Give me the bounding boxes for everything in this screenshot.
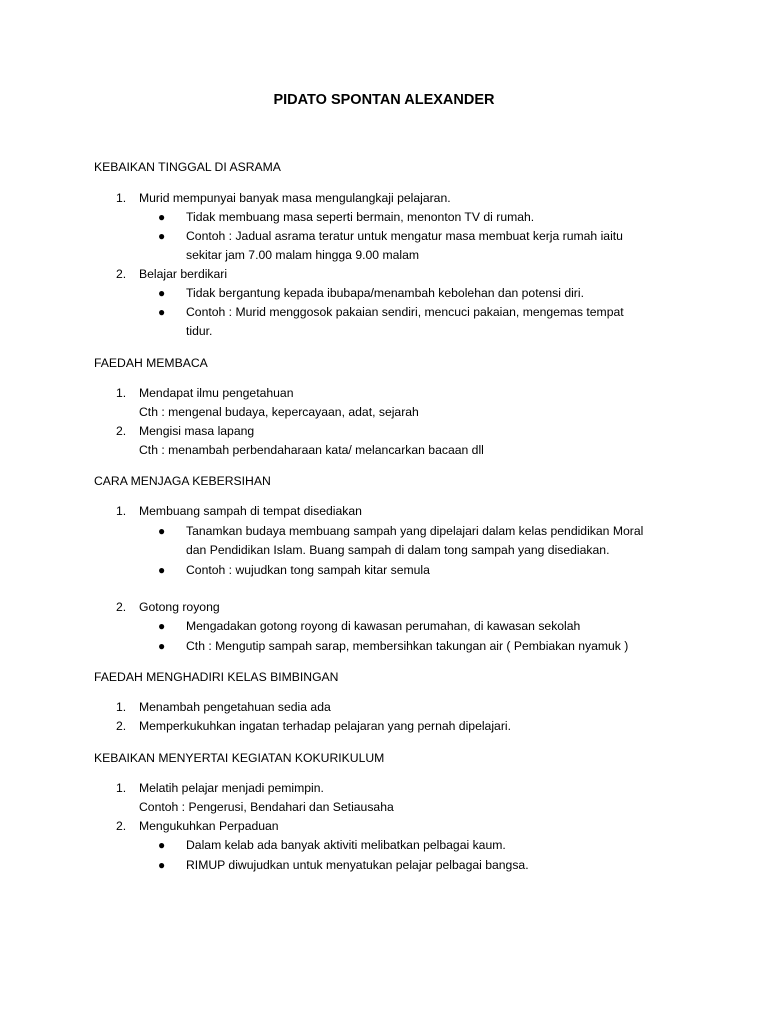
bullet-icon: ● <box>158 305 166 319</box>
list-item-example: Cth : mengenal budaya, kepercayaan, adat, sejarah <box>139 405 419 419</box>
section-heading: FAEDAH MEMBACA <box>94 356 208 370</box>
list-item-text: Membuang sampah di tempat disediakan <box>139 504 362 518</box>
list-item-text: Mengukuhkan Perpaduan <box>139 819 279 833</box>
list-item-text: Gotong royong <box>139 600 220 614</box>
bullet-text: Mengadakan gotong royong di kawasan perumahan, di kawasan sekolah <box>186 619 581 633</box>
bullet-text: Tidak bergantung kepada ibubapa/menambah kebolehan dan potensi diri. <box>186 286 584 300</box>
section-heading: FAEDAH MENGHADIRI KELAS BIMBINGAN <box>94 670 339 684</box>
list-item-example: Cth : menambah perbendaharaan kata/ melancarkan bacaan dll <box>139 443 484 457</box>
list-number: 2. <box>116 719 127 733</box>
bullet-text: Tidak membuang masa seperti bermain, menonton TV di rumah. <box>186 210 535 224</box>
bullet-text: Contoh : wujudkan tong sampah kitar semula <box>186 563 430 577</box>
bullet-icon: ● <box>158 286 166 300</box>
list-item-text: Memperkukuhkan ingatan terhadap pelajaran yang pernah dipelajari. <box>139 719 511 733</box>
section-heading: KEBAIKAN TINGGAL DI ASRAMA <box>94 160 281 174</box>
bullet-icon: ● <box>158 563 166 577</box>
bullet-text: Tanamkan budaya membuang sampah yang dipelajari dalam kelas pendidikan Moral <box>186 524 644 538</box>
list-number: 1. <box>116 781 127 795</box>
bullet-icon: ● <box>158 838 166 852</box>
bullet-icon: ● <box>158 210 166 224</box>
bullet-text: Contoh : Jadual asrama teratur untuk mengatur masa membuat kerja rumah iaitu <box>186 229 623 243</box>
bullet-text: Dalam kelab ada banyak aktiviti melibatkan pelbagai kaum. <box>186 838 506 852</box>
list-item-text: Menambah pengetahuan sedia ada <box>139 700 331 714</box>
list-number: 1. <box>116 191 127 205</box>
bullet-text-continuation: dan Pendidikan Islam. Buang sampah di dalam tong sampah yang disediakan. <box>186 543 610 557</box>
bullet-icon: ● <box>158 639 166 653</box>
list-item-text: Murid mempunyai banyak masa mengulangkaji pelajaran. <box>139 191 451 205</box>
bullet-icon: ● <box>158 229 166 243</box>
section-heading: KEBAIKAN MENYERTAI KEGIATAN KOKURIKULUM <box>94 751 385 765</box>
bullet-icon: ● <box>158 524 166 538</box>
list-item-text: Mendapat ilmu pengetahuan <box>139 386 294 400</box>
list-number: 2. <box>116 819 127 833</box>
list-number: 1. <box>116 504 127 518</box>
bullet-text-continuation: tidur. <box>186 324 213 338</box>
bullet-icon: ● <box>158 858 166 872</box>
document-title: PIDATO SPONTAN ALEXANDER <box>273 92 495 108</box>
list-number: 1. <box>116 700 127 714</box>
section-heading: CARA MENJAGA KEBERSIHAN <box>94 474 271 488</box>
bullet-text-continuation: sekitar jam 7.00 malam hingga 9.00 malam <box>186 248 420 262</box>
bullet-text: Cth : Mengutip sampah sarap, membersihkan takungan air ( Pembiakan nyamuk ) <box>186 639 629 653</box>
list-item-text: Mengisi masa lapang <box>139 424 255 438</box>
bullet-text: RIMUP diwujudkan untuk menyatukan pelajar pelbagai bangsa. <box>186 858 529 872</box>
list-item-text: Melatih pelajar menjadi pemimpin. <box>139 781 324 795</box>
list-item-text: Belajar berdikari <box>139 267 228 281</box>
list-item-example: Contoh : Pengerusi, Bendahari dan Setiausaha <box>139 800 394 814</box>
bullet-icon: ● <box>158 619 166 633</box>
bullet-text: Contoh : Murid menggosok pakaian sendiri, mencuci pakaian, mengemas tempat <box>186 305 624 319</box>
list-number: 2. <box>116 267 127 281</box>
list-number: 2. <box>116 424 127 438</box>
list-number: 1. <box>116 386 127 400</box>
list-number: 2. <box>116 600 127 614</box>
